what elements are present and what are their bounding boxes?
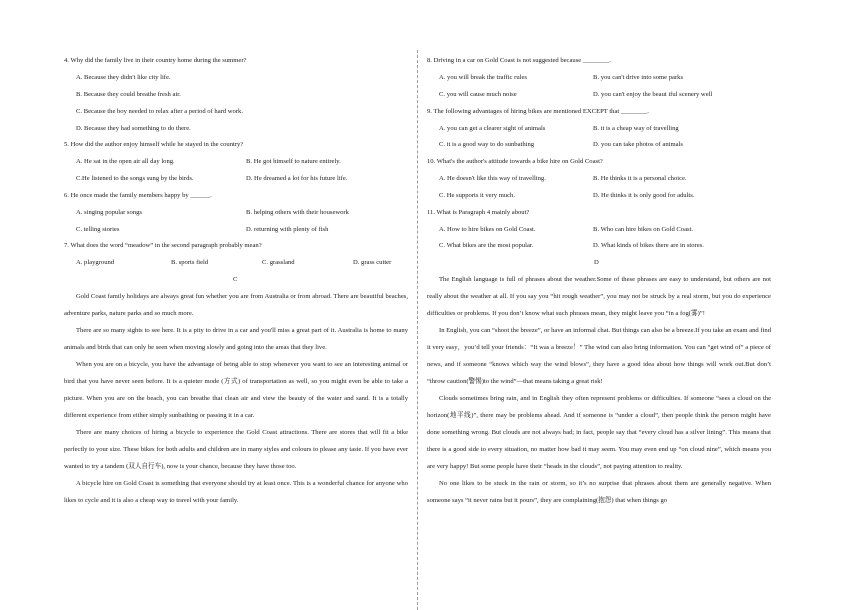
question-4-option-d: D. Because they had something to do there. [76, 125, 191, 132]
question-11-option-a: A. How to hire bikes on Gold Coast. [439, 226, 536, 233]
passage-c-paragraph-5: A bicycle hire on Gold Coast is something that everyone should try at least once. This is a wonderful chance for anyone who likes to cycle and it is also a cheap way to travel with your family. [64, 480, 408, 504]
left-column [64, 0, 408, 608]
passage-d-paragraph-3: Clouds sometimes bring rain, and in English they often represent problems or difficulties. If someone “sees a cloud on the horizon(地平线)”, there may be problems ahead. And if someone is “under a cloud”, then people think the person might have done something wrong. But clouds are not always bad; in fact, people say that “every cloud has a silver lining”. This means that there is a good side to every situation, no matter how bad it may seem. You may even end up “on cloud nine”, which means you are very happy! But some people have their “heads in the clouds”, not paying attention to reality. [427, 395, 771, 470]
question-8-option-d: D. you can't enjoy the beaut iful scenery well [593, 91, 713, 98]
passage-c-paragraph-4: There are many choices of hiring a bicycle to experience the Gold Coast attractions. There are stores that will fit a bike perfectly to your size. These bikes for both adults and children are in many styles and colours to please any taste. If you have ever wanted to try a tandem (双人自行车), now is your chance, because they have those too. [64, 429, 408, 470]
passage-d-paragraph-2: In English, you can “shoot the breeze”, or have an informal chat. But things can also be a breeze.If you take an exam and find it very easy，you’d tell your friends：“It was a breeze！” The wind can also bring information. You can “get wind of” a piece of news, and if someone “knows which way the wind blows”, they have a good idea about how things will work out.But don’t “throw caution(警惕)to the wind”—that means taking a great risk! [427, 327, 771, 385]
question-8-option-a: A. you will break the traffic rules [439, 74, 527, 81]
right-column [427, 0, 771, 608]
question-6-option-c: C. telling stories [76, 226, 120, 233]
question-11-option-c: C. What bikes are the most popular. [439, 242, 534, 249]
passage-d [427, 271, 771, 509]
question-10-option-d: D. He thinks it is only good for adults. [593, 192, 695, 199]
question-10-stem: 10. What's the author's attitude towards a bike hire on Gold Coast? [427, 158, 603, 165]
question-7-option-a: A. playground [76, 259, 115, 266]
question-9-stem: 9. The following advantages of hiring bikes are mentioned EXCEPT that ________. [427, 108, 649, 115]
question-9-option-b: B. it is a cheap way of travelling [593, 125, 679, 132]
question-4-option-a: A. Because they didn't like city life. [76, 74, 171, 81]
question-5-option-b: B. He got himself to nature entirely. [246, 158, 341, 165]
question-6-option-b: B. helping others with their housework [246, 209, 349, 216]
question-10-option-c: C. He supports it very much. [439, 192, 516, 199]
passage-c-paragraph-2: There are so many sights to see here. It is a pity to drive in a car and you'll miss a great part of it. Australia is home to many animals and birds that can only be seen when moving slowly and going into the areas that they live. [64, 327, 408, 351]
section-heading-c: C [233, 276, 238, 283]
question-11-option-b: B. Who can hire bikes on Gold Coast. [593, 226, 694, 233]
question-5-option-c: C.He listened to the songs sung by the birds. [76, 175, 194, 182]
question-11-option-d: D. What kinds of bikes there are in stores. [593, 242, 704, 249]
question-7-option-d: D. grass cutter [353, 259, 392, 266]
question-9-option-c: C. it is a good way to do sunbathing [439, 141, 535, 148]
question-9-option-a: A. you can get a clearer sight of animals [439, 125, 546, 132]
question-7-option-c: C. grassland [262, 259, 295, 266]
question-8-option-b: B. you can't drive into some parks [593, 74, 684, 81]
passage-c-paragraph-1: Gold Coast family holidays are always great fun whether you are from Australia or from abroad. There are beautiful beaches, adventure parks, nature parks and so much more. [64, 293, 408, 317]
question-10-option-a: A. He doesn't like this way of travelling. [439, 175, 546, 182]
question-6-option-a: A. singing popular songs [76, 209, 142, 216]
question-7-stem: 7. What does the word “meadow” in the second paragraph probably mean? [64, 242, 262, 249]
passage-c-paragraph-3: When you are on a bicycle, you have the advantage of being able to stop whenever you want to see an interesting animal or bird that you have never seen before. It is a quieter mode (方式) of transportation as well, so you might even be able to take a picture. When you are on the beach, you can breathe that clean air and view the beauty of the water and sand. It is a totally different experience from either simply sunbathing or passing it in a car. [64, 361, 408, 419]
question-7-option-b: B. sports field [171, 259, 209, 266]
question-10-option-b: B. He thinks it is a personal choice. [593, 175, 687, 182]
passage-c [64, 288, 408, 509]
question-4-stem: 4. Why did the family live in their country home during the summer? [64, 57, 247, 64]
question-4-option-b: B. Because they could breathe fresh air. [76, 91, 181, 98]
question-8-stem: 8. Driving in a car on Gold Coast is not suggested because ________. [427, 57, 611, 64]
question-5-stem: 5. How did the author enjoy himself while he stayed in the country? [64, 141, 244, 148]
question-5-option-a: A. He sat in the open air all day long. [76, 158, 175, 165]
passage-d-paragraph-1: The English language is full of phrases about the weather.Some of these phrases are easy to understand, but others are not really about the weather at all. If you say you “hit rough weather”, you may not be struck by a real storm, but you do experience difficulties or problems. If you don’t know what such phrases mean, they might leave you “in a fog(雾)”! [427, 276, 771, 317]
question-5-option-d: D. He dreamed a lot for his future life. [246, 175, 348, 182]
question-8-option-c: C. you will cause much noise [439, 91, 517, 98]
question-6-option-d: D. returning with plenty of fish [246, 226, 329, 233]
question-4-option-c: C. Because the boy needed to relax after a period of hard work. [76, 108, 243, 115]
column-divider [417, 50, 418, 610]
question-11-stem: 11. What is Paragraph 4 mainly about? [427, 209, 530, 216]
passage-d-paragraph-4: No one likes to be stuck in the rain or storm, so it’s no surprise that phrases about them are generally negative. When someone says “it never rains but it pours”, they are complaining(抱怨) that when things go [427, 480, 771, 504]
question-9-option-d: D. you can take photos of animals [593, 141, 683, 148]
question-6-stem: 6. He once made the family members happy by ______. [64, 192, 212, 199]
section-heading-d: D [594, 259, 599, 266]
